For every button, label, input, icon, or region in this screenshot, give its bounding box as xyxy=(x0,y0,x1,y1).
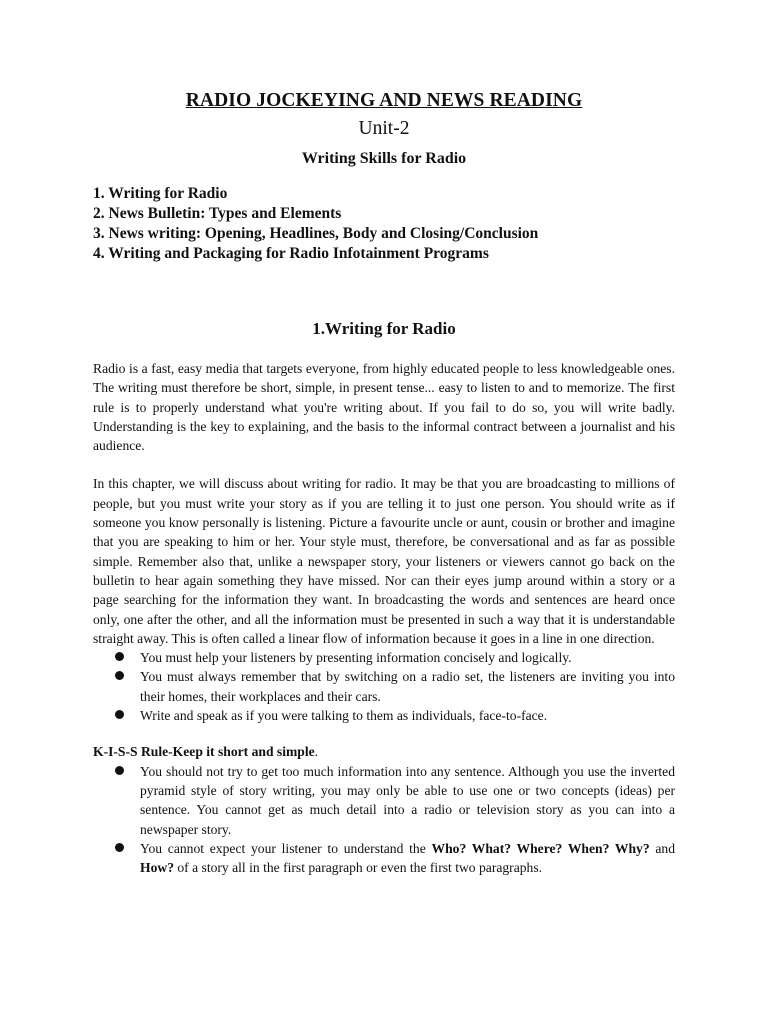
bullet-icon xyxy=(115,671,124,680)
bullet-item xyxy=(93,706,675,725)
bullet-text: and xyxy=(649,840,676,856)
bullet-icon xyxy=(115,652,124,661)
bullet-item xyxy=(93,648,675,667)
bullet-text: You should not try to get too much information into any sentence. Although you use the inverted pyramid style of story writing, you may only be able to use one or two concepts (ideas) per sentence. You cannot get as much detail into a radio or television story as you can into a newspaper story. xyxy=(140,763,675,837)
paragraph: Radio is a fast, easy media that targets everyone, from highly educated people to less knowledgeable ones. The writing must therefore be short, simple, in present tense... easy to listen to and to memorize. The first rule is to properly understand what you're writing about. If you fail to do so, you will write badly. Understanding is the key to explaining, and the basis to the informal contract between a journalist and his audience. xyxy=(93,361,675,454)
bullet-item xyxy=(93,839,675,878)
toc-item: 1. Writing for Radio xyxy=(93,185,228,202)
bullet-item xyxy=(93,667,675,706)
bullet-bold-text: How? xyxy=(140,860,174,876)
bullet-icon xyxy=(115,766,124,775)
table-of-contents xyxy=(93,184,675,264)
bullet-icon xyxy=(115,710,124,719)
bullet-text: You cannot expect your listener to understand the xyxy=(140,840,432,856)
unit-subtitle: Writing Skills for Radio xyxy=(301,150,467,167)
document-title: RADIO JOCKEYING AND NEWS READING xyxy=(185,90,583,111)
toc-item: 4. Writing and Packaging for Radio Infotainment Programs xyxy=(93,245,489,262)
bullet-text: You must help your listeners by presenting information concisely and logically. xyxy=(140,650,572,666)
bullet-icon xyxy=(115,843,124,852)
kiss-bullet-list xyxy=(93,762,675,878)
bullet-text: You must always remember that by switching on a radio set, the listeners are inviting you into their homes, their workplaces and their cars. xyxy=(140,669,675,704)
toc-item: 3. News writing: Opening, Headlines, Body and Closing/Conclusion xyxy=(93,225,539,242)
bullet-item xyxy=(93,762,675,839)
bullet-text: Write and speak as if you were talking to them as individuals, face-to-face. xyxy=(140,708,548,724)
paragraph: In this chapter, we will discuss about writing for radio. It may be that you are broadcasting to millions of people, but you must write your story as if you are telling it to just one person. You should write as if someone you know personally is listening. Picture a favourite uncle or aunt, cousin or brother and imagine that you are speaking to him or her. Your style must, therefore, be conversational and as far as possible simple. Remember also that, unlike a newspaper story, your listeners or viewers cannot go back on the bulletin to hear again something they have missed. Nor can their eyes jump around within a story or a page searching for the information they want. In broadcasting the words and sentences are heard once only, one after the other, and all the information must be presented in such a way that it is understandable straight away. This is often called a linear flow of information because it goes in a line in one direction. xyxy=(93,476,675,646)
unit-label: Unit-2 xyxy=(358,118,410,139)
kiss-rule-label: K-I-S-S Rule-Keep it short and simple xyxy=(93,744,315,760)
kiss-rule-heading xyxy=(93,742,675,761)
toc-item: 2. News Bulletin: Types and Elements xyxy=(93,205,342,222)
bullet-list xyxy=(93,648,675,725)
bullet-bold-text: Who? What? Where? When? Why? xyxy=(431,840,650,856)
kiss-rule-period: . xyxy=(314,744,319,760)
document-page xyxy=(93,88,675,877)
bullet-text: of a story all in the first paragraph or even the first two paragraphs. xyxy=(173,860,543,876)
section-heading: 1.Writing for Radio xyxy=(312,319,456,338)
